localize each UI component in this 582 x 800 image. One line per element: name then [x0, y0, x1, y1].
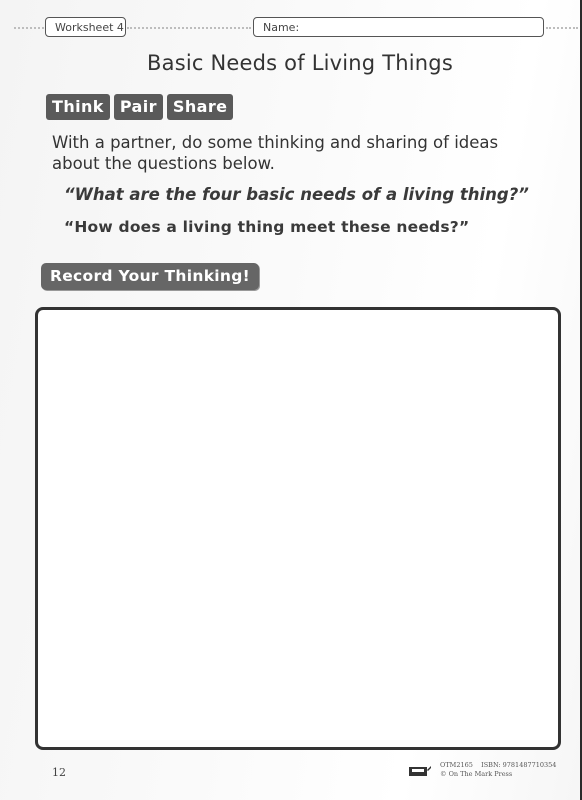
chip-pair: Pair: [114, 94, 163, 120]
question-2: “How does a living thing meet these needs?”: [64, 218, 470, 236]
name-field[interactable]: Name:: [253, 17, 544, 37]
header-dotted-line-right: [546, 27, 578, 29]
record-your-thinking-label: Record Your Thinking!: [41, 263, 259, 290]
page-number: 12: [52, 766, 66, 779]
header-dotted-line-left: [14, 27, 44, 29]
answer-box[interactable]: [35, 307, 561, 750]
think-pair-share-chips: [46, 94, 233, 120]
product-code: OTM2165: [440, 761, 473, 769]
header-dotted-line-middle: [127, 27, 251, 29]
chip-think: Think: [46, 94, 110, 120]
footer-publisher-info: [440, 761, 570, 779]
copyright-text: © On The Mark Press: [440, 770, 513, 778]
instructions-text: With a partner, do some thinking and sharing of ideas about the questions below.: [52, 133, 499, 173]
chip-share: Share: [167, 94, 233, 120]
page-title: Basic Needs of Living Things: [147, 51, 453, 75]
question-1: “What are the four basic needs of a living thing?”: [64, 185, 529, 204]
isbn-text: ISBN: 9781487710354: [481, 761, 557, 769]
publisher-logo-icon: [408, 764, 432, 778]
worksheet-label: Worksheet 4: [45, 17, 126, 37]
